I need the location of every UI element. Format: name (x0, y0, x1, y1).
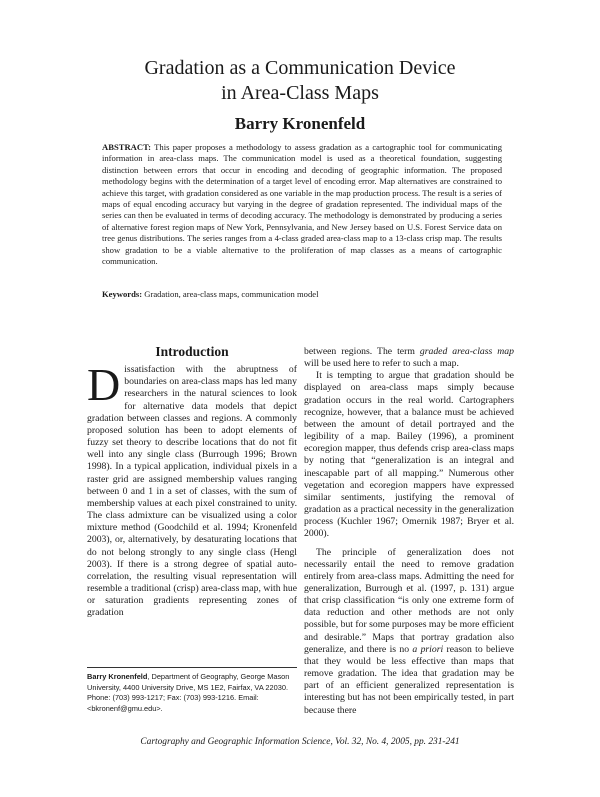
term-a-priori: a priori (412, 643, 444, 655)
abstract (102, 142, 502, 267)
affiliation-text: , Department of Geography, George Mason University, 4400 University Drive, MS 1E2, Fairfax, VA 22030. Phone: (703) 993-1217; Fax: (703) 993-1216. Email: <bkronenf@gmu.edu>. (87, 672, 290, 713)
term-graded-area-class-map: graded area-class map (419, 346, 514, 357)
footnote-divider (87, 667, 297, 668)
intro-paragraph-1 (87, 359, 297, 619)
journal-citation-footer: Cartography and Geographic Information Science, Vol. 32, No. 4, 2005, pp. 231-241 (140, 737, 460, 747)
abstract-text: This paper proposes a methodology to assess gradation as a cartographic tool for communicating information in area-class maps. The communication model is used as a theoretical foundation, suggesting distinction between errors that occur in encoding and decoding of geographic information. The proposed methodology begins with the determination of a target level of encoding error. Map alternatives are constrained to achieve this target, with gradation considered as one variable in the map production process. The result is a series of maps of equal encoding accuracy but varying in the degree of gradation represented. The individual maps of the series can then be evaluated in terms of decoding accuracy. The methodology is demonstrated by producing a series of alternative forest region maps of New York, Pennsylvania, and New Jersey based on U.S. Forest Service data on tree genus distributions. The series ranges from a 4-class graded area-class map to a 13-class crisp map. The results show gradation to be a viable alternative to the proliferation of map classes as a means of cartographic communication. (102, 142, 502, 267)
right-p1-text-b: will be used here to refer to such a map. (304, 358, 459, 370)
keywords (102, 289, 502, 300)
keywords-text: Gradation, area-class maps, communication model (142, 289, 319, 299)
section-heading-introduction: Introduction (155, 344, 229, 359)
title-line-1: Gradation as a Communication Device (144, 57, 456, 79)
affiliation-name: Barry Kronenfeld (87, 672, 148, 681)
right-paragraph-1 (304, 346, 514, 370)
right-p3-text-a: The principle of generalization does not necessarily entail the need to remove gradation entirely from area-class maps. Admitting the need for generalization, Burrough et al. (1997, p. 131) argue that crisp classification “is only one extreme form of data reduction and other methods are not only possible, but for some purposes may be more efficient and desirable.” Maps that portray gradation also generalize, and there is no (304, 546, 514, 655)
title-line-2: in Area-Class Maps (221, 82, 379, 104)
right-column (304, 346, 514, 717)
intro-paragraph-1-text: issatisfaction with the abruptness of boundaries on area-class maps has led many researchers in the natural sciences to look for alternative data models that depict gradation between classes and regions. A commonly proposed solution has been to adopt elements of fuzzy set theory to describe locations that do not fit well into any single class (Burrough 1996; Brown 1998). In a typical application, individual pixels in a raster grid are assigned membership values ranging between 0 and 1 in a set of classes, with the sum of membership values at each pixel constrained to unity. The class admixture can be visualized using a color mixture method (Goodchild et al. 1994; Kronenfeld 2003), or, alternatively, by desaturating locations that do not belong strongly to any single class (Hengl 2003). If there is a strong degree of spatial auto-correlation, the resulting visual representation will resemble a traditional (crisp) area-class map, with hue or saturation gradients representing zones of gradation (87, 364, 297, 619)
paper-title (0, 56, 600, 106)
left-column (87, 342, 297, 619)
right-paragraph-3 (304, 547, 514, 717)
author-affiliation (87, 672, 302, 714)
author-name: Barry Kronenfeld (234, 114, 366, 133)
keywords-label: Keywords: (102, 289, 143, 299)
right-p1-text-a: between regions. The term (304, 346, 420, 357)
drop-cap: D (87, 359, 121, 411)
right-p3-text-b: reason to believe that they would be less effective than maps that remove gradation. The idea that gradation may be part of an efficient generalized representation is interesting but has not been empirically tested, in part because there (304, 643, 514, 716)
abstract-label: ABSTRACT: (102, 142, 152, 152)
right-paragraph-2: It is tempting to argue that gradation should be displayed on area-class maps simply because gradation occurs in the real world. Cartographers recognize, however, that a balance must be achieved between the amount of detail portrayed and the legibility of a map. Bailey (1996), a prominent ecoregion mapper, thus defends crisp area-class maps by noting that “generalization is an integral and inescapable part of all mapping.” Numerous other vegetation and ecoregion mappers have expressed similar sentiments, justifying the removal of gradation as a practical necessity in the generalization process (Kuchler 1967; Omernik 1987; Bryer et al. 2000). (304, 370, 514, 540)
